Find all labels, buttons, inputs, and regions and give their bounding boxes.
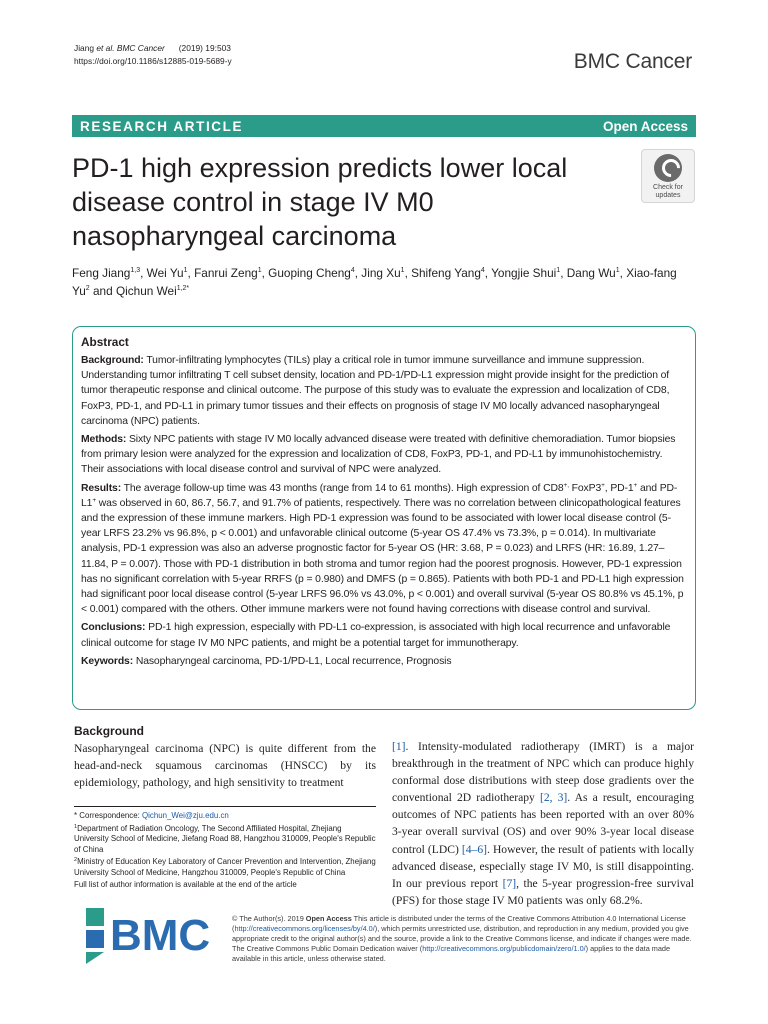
logo-text: BMC	[110, 911, 211, 960]
citation-authors: Jiang	[74, 43, 97, 53]
doi-link[interactable]: https://doi.org/10.1186/s12885-019-5689-y	[74, 56, 232, 66]
abstract-heading: Abstract	[81, 335, 129, 349]
abstract-keywords: Keywords: Nasopharyngeal carcinoma, PD-1/PD-L1, Local recurrence, Prognosis	[81, 655, 452, 667]
abstract-results: Results: The average follow-up time was 43 months (range from 14 to 61 months). High expression of CD8+, FoxP3+, PD-1+ and PD-L1+ was observed in 60, 86.7, 56.7, and 91.7% of patients, respectively. There was no correlation between clinicopathological features and the expression of these immune markers. High PD-1 expression was found to be associated with lower local disease control (5-year LRFS 23.2% vs 96.8%, p < 0.001) and unfavorable clinical outcome (5-year OS 47.4% vs 73.3%, p = 0.014). In multivariate analysis, PD-1 expression was also an adverse prognostic factor for 5-year OS (HR: 3.68, P = 0.023) and LRFS (HR: 16.89, 1.27–11.84, P = 0.007). Those with PD-1 distribution in both stroma and tumor region had the poorest prognosis. However, PD-1 expression has no significant correlation with 5-year RRFS (p = 0.980) and DMFS (p = 0.865). Patients with both PD-1 and PD-L1 high expression had significant poor local disease control (5-year LRFS 96.0% vs 43.0%, p < 0.001) and overall survival (5-year OS 80.8% vs 45.1%, p < 0.001) compared with the others. Other immune markers were not found having corrections with disease control and survival.	[81, 481, 684, 616]
logo-triangle	[86, 952, 104, 964]
author-affiliation: 4	[350, 267, 355, 274]
author-name[interactable]: Jing Xu	[361, 266, 401, 280]
check-updates-icon	[654, 154, 682, 182]
author-name[interactable]: Guoping Cheng	[268, 266, 351, 280]
author-name[interactable]: Fanrui Zeng	[194, 266, 258, 280]
abstract-conclusions: Conclusions: PD-1 high expression, especially with PD-L1 co-expression, is associated with high local recurrence and unfavorable clinical outcome for stage IV M0 NPC patients, and might be a potential target for immunotherapy.	[81, 622, 671, 649]
citation-year: (2019) 19:503	[178, 43, 231, 53]
open-access-label: Open Access	[602, 118, 688, 134]
correspondence-email[interactable]: Qichun_Wei@zju.edu.cn	[142, 811, 229, 820]
logo-square-2	[86, 930, 104, 948]
license-link-cc-zero[interactable]: http://creativecommons.org/publicdomain/zero/1.0/	[422, 944, 586, 953]
background-paragraph-right: [1]. Intensity-modulated radiotherapy (IMRT) is a major breakthrough in the treatment of NPC which can produce highly conformal dose distributions with steep dose gradients over the conventional 2D radiotherapy [2, 3]. As a result, encouraging outcomes of NPC patients has been reported with an over 80% 3-year overall survival (OS) and over 90% 3-year local disease control (LDC) [4–6]. However, the result of patients with locally advanced disease, especially stage IV M0, is still disappointing. In our previous report [7], the 5-year progression-free survival (PFS) for those stage IV M0 patients was only 68.2%.	[392, 740, 694, 907]
author-affiliation: 4	[480, 267, 485, 274]
citation-ref-2[interactable]: [2, 3]	[539, 791, 568, 805]
article-banner	[72, 115, 696, 137]
author-name[interactable]: Dang Wu	[566, 266, 616, 280]
full-list-note: Full list of author information is available at the end of the article	[74, 880, 297, 889]
author-name[interactable]: Shifeng Yang	[411, 266, 481, 280]
license-text: © The Author(s). 2019 Open Access This article is distributed under the terms of the Creative Commons Attribution 4.0 International License (http://creativecommons.org/licenses/by/4.0/), which permits unrestricted use, distribution, and reproduction in any medium, provided you give appropriate credit to the original author(s) and the source, provide a link to the Creative Commons license, and indicate if changes were made. The Creative Commons Public Domain Dedication waiver (http://creativecommons.org/publicdomain/zero/1.0/) applies to the data made available in this article, unless otherwise stated.	[232, 914, 692, 963]
abstract-background: Background: Tumor-infiltrating lymphocytes (TILs) play a critical role in tumor immune surveillance and immune suppression. Understanding tumor infiltrating T cell subset density, location and PD-1/PD-L1 expression might provide insight for the prediction of tumor therapeutic response and clinical outcome. The purpose of this study was to evaluate the expression and localization of CD8, FoxP3, PD-1, and PD-L1 in primary tumor tissues and their effects on prognosis of stage IV M0 locally advanced nasopharyngeal carcinoma (NPC) patients.	[81, 355, 670, 427]
author-affiliation: 1	[400, 267, 405, 274]
background-heading: Background	[74, 724, 145, 738]
author-affiliation: 1	[556, 267, 561, 274]
abstract-methods: Methods: Sixty NPC patients with stage IV M0 locally advanced disease were treated with definitive chemoradiation. Tumor biopsies from primary lesion were analyzed for the expression and localization of CD8, FoxP3, PD-1, and PD-L1 by immunohistochemistry. Their associations with local disease control and survival of NPC were analyzed.	[81, 434, 676, 476]
abstract-box	[72, 326, 696, 710]
citation-ref-1[interactable]: [1]	[392, 740, 406, 753]
author-name[interactable]: Xiao-fang Yu	[72, 266, 677, 298]
citation-ref-3[interactable]: [4–6]	[461, 842, 487, 856]
author-affiliation: 1	[257, 267, 262, 274]
author-affiliation: 1,2*	[176, 285, 190, 292]
citation-block	[74, 42, 232, 68]
author-affiliation: 2	[85, 285, 90, 292]
journal-name: BMC Cancer	[573, 50, 692, 73]
footnotes	[74, 806, 376, 893]
bmc-logo	[86, 904, 222, 964]
author-list: Feng Jiang$^{1,3}$, Wei Yu$^1$, Fanrui Zeng$^1$, Guoping Cheng$^4$, Jing Xu$^1$, Shifeng Yang$^4$, Yongjie Shui$^1$, Dang Wu$^1$, Xiao-fang Yu$^2$ and Qichun Wei$^{1,2*}$	[72, 266, 677, 298]
author-affiliation: 1	[615, 267, 620, 274]
article-type: RESEARCH ARTICLE	[80, 118, 244, 134]
citation-journal: BMC Cancer	[114, 43, 165, 53]
body-left-column	[74, 724, 376, 791]
background-paragraph-left: Nasopharyngeal carcinoma (NPC) is quite different from the head-and-neck squamous carcinomas (HNSCC) by its epidemiology, pathology, and high sensitivity to treatment	[74, 742, 376, 790]
citation-etal: et al.	[96, 43, 115, 53]
license-link-cc-by[interactable]: http://creativecommons.org/licenses/by/4.0/	[234, 924, 375, 933]
logo-square-1	[86, 908, 104, 926]
author-name[interactable]: Yongjie Shui	[491, 266, 557, 280]
affiliation-2: $^2$Ministry of Education Key Laboratory of Cancer Prevention and Intervention, Zhejiang University School of Medicine, Hangzhou 310009, People's Republic of China	[74, 857, 376, 877]
author-affiliation: 1,3	[130, 267, 141, 274]
page-title: PD-1 high expression predicts lower local disease control in stage IV M0 nasopharyngeal carcinoma	[72, 153, 568, 251]
author-affiliation: 1	[183, 267, 188, 274]
correspondence: * Correspondence: Qichun_Wei@zju.edu.cn	[74, 811, 229, 820]
citation-line	[74, 42, 232, 55]
citation-ref-4[interactable]: [7]	[502, 876, 517, 890]
author-name[interactable]: Wei Yu	[146, 266, 184, 280]
check-updates-label: Check for updates	[653, 184, 683, 199]
author-name[interactable]: Feng Jiang	[72, 266, 131, 280]
check-for-updates-button[interactable]	[641, 149, 695, 203]
author-name[interactable]: Qichun Wei	[115, 284, 177, 298]
affiliation-1: $^1$Department of Radiation Oncology, The Second Affiliated Hospital, Zhejiang University School of Medicine, Jiefang Road 88, Hangzhou 310009, People's Republic of China	[74, 823, 376, 854]
